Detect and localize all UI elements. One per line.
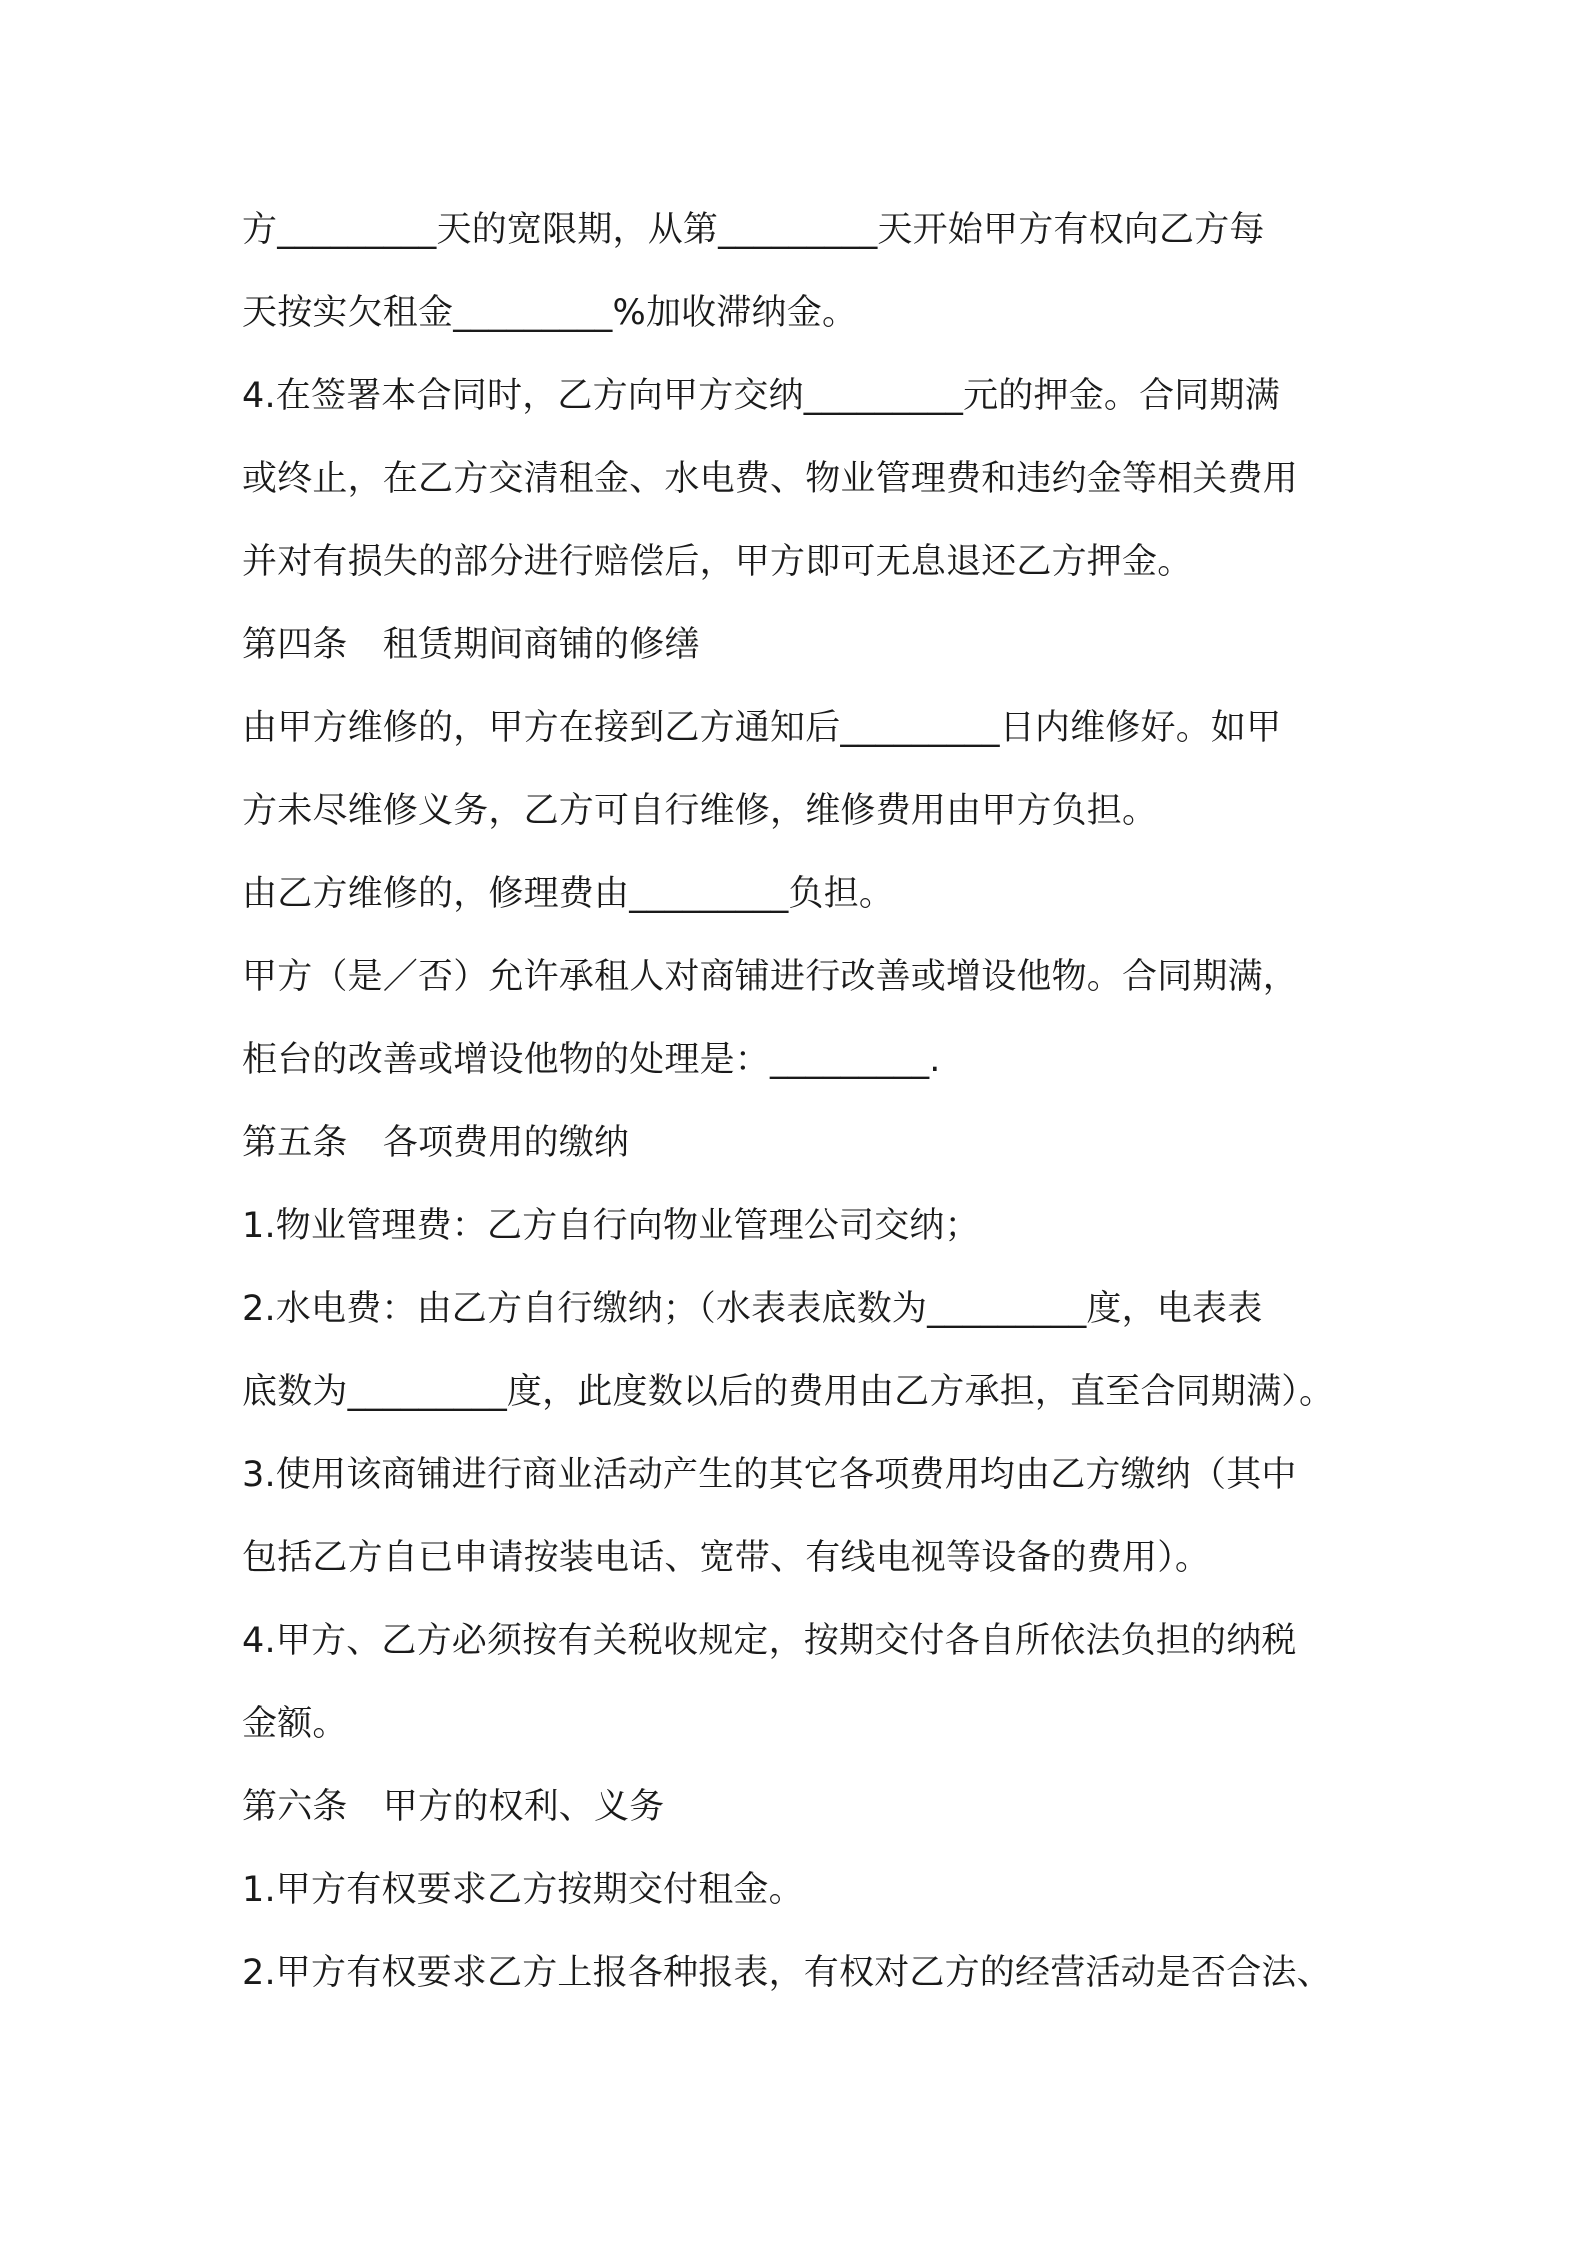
text-line: 2.水电费：由乙方自行缴纳；（水表表底数为_________度，电表表 (242, 1289, 1263, 1329)
text-line: 方未尽维修义务，乙方可自行维修，维修费用由甲方负担。 (242, 791, 1158, 831)
text-line: 金额。 (242, 1704, 348, 1744)
text-line: 3.使用该商铺进行商业活动产生的其它各项费用均由乙方缴纳（其中 (242, 1455, 1297, 1495)
text-line: 1.甲方有权要求乙方按期交付租金。 (242, 1870, 804, 1910)
text-line: 并对有损失的部分进行赔偿后，甲方即可无息退还乙方押金。 (242, 542, 1193, 582)
text-line: 或终止，在乙方交清租金、水电费、物业管理费和违约金等相关费用 (242, 459, 1299, 499)
text-line: 天按实欠租金_________%加收滞纳金。 (242, 293, 858, 333)
text-line: 1.物业管理费：乙方自行向物业管理公司交纳； (242, 1206, 980, 1246)
text-line: 由甲方维修的，甲方在接到乙方通知后_________日内维修好。如甲 (242, 708, 1282, 748)
text-line: 包括乙方自已申请按装电话、宽带、有线电视等设备的费用）。 (242, 1538, 1211, 1578)
section-heading: 第四条 租赁期间商铺的修缮 (242, 625, 700, 665)
text-line: 甲方（是／否）允许承租人对商铺进行改善或增设他物。合同期满， (242, 957, 1299, 997)
text-line: 底数为_________度，此度数以后的费用由乙方承担，直至合同期满）。 (242, 1372, 1335, 1412)
text-line: 4.甲方、乙方必须按有关税收规定，按期交付各自所依法负担的纳税 (242, 1621, 1297, 1661)
text-line: 2.甲方有权要求乙方上报各种报表，有权对乙方的经营活动是否合法、 (242, 1953, 1332, 1993)
section-heading: 第五条 各项费用的缴纳 (242, 1123, 630, 1163)
text-line: 柜台的改善或增设他物的处理是：_________. (242, 1040, 941, 1080)
text-line: 方_________天的宽限期，从第_________天开始甲方有权向乙方每 (242, 210, 1265, 250)
text-line: 4.在签署本合同时，乙方向甲方交纳_________元的押金。合同期满 (242, 376, 1280, 416)
text-line: 由乙方维修的，修理费由_________负担。 (242, 874, 895, 914)
section-heading: 第六条 甲方的权利、义务 (242, 1787, 665, 1827)
